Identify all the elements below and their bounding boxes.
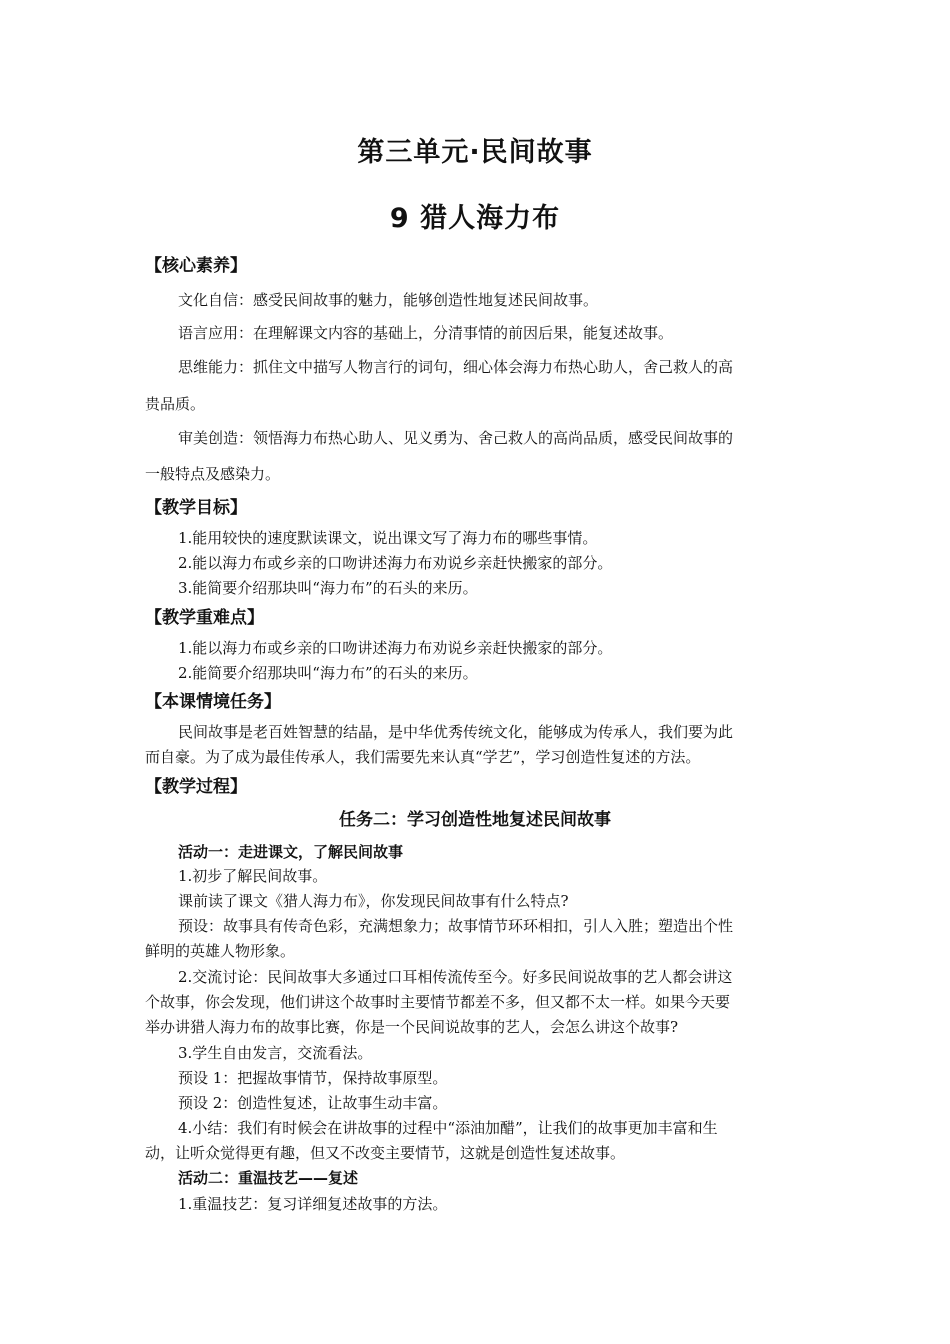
context-line1: 民间故事是老百姓智慧的结晶，是中华优秀传统文化，能够成为传承人，我们要为此: [178, 723, 734, 741]
goal-item: 3.能简要介绍那块叫“海力布”的石头的来历。: [178, 579, 478, 597]
unit-title: 第三单元·民间故事: [357, 137, 593, 168]
paragraph: 3.学生自由发言，交流看法。: [178, 1044, 373, 1062]
lesson-title: 9 猎人海力布: [389, 203, 561, 234]
core-culture: 文化自信：感受民间故事的魅力，能够创造性地复述民间故事。: [178, 291, 599, 309]
goal-item: 2.能以海力布或乡亲的口吻讲述海力布劝说乡亲赶快搬家的部分。: [178, 554, 613, 572]
key-point-item: 1.能以海力布或乡亲的口吻讲述海力布劝说乡亲赶快搬家的部分。: [178, 639, 613, 657]
activity-one-heading: 活动一：走进课文，了解民间故事: [178, 843, 404, 861]
core-thinking-line1: 思维能力：抓住文中描写人物言行的词句，细心体会海力布热心助人，舍己救人的高: [178, 358, 734, 376]
core-aesthetic-line2: 一般特点及感染力。: [145, 465, 281, 483]
paragraph: 预设 2：创造性复述，让故事生动丰富。: [178, 1094, 448, 1112]
paragraph: 课前读了课文《猎人海力布》，你发现民间故事有什么特点?: [178, 892, 569, 910]
paragraph: 2.交流讨论：民间故事大多通过口耳相传流传至今。好多民间说故事的艺人都会讲这: [178, 968, 733, 986]
task-title: 任务二：学习创造性地复述民间故事: [339, 810, 611, 830]
paragraph: 举办讲猎人海力布的故事比赛，你是一个民间说故事的艺人，会怎么讲这个故事?: [145, 1018, 679, 1036]
paragraph: 鲜明的英雄人物形象。: [145, 942, 296, 960]
context-line2: 而自豪。为了成为最佳传承人，我们需要先来认真“学艺”，学习创造性复述的方法。: [145, 748, 701, 766]
section-heading-core: 【核心素养】: [145, 256, 247, 276]
core-language: 语言应用：在理解课文内容的基础上，分清事情的前因后果，能复述故事。: [178, 324, 674, 342]
section-heading-key-points: 【教学重难点】: [145, 608, 264, 628]
core-aesthetic-line1: 审美创造：领悟海力布热心助人、见义勇为、舍己救人的高尚品质，感受民间故事的: [178, 429, 734, 447]
paragraph: 4.小结：我们有时候会在讲故事的过程中“添油加醋”，让我们的故事更加丰富和生: [178, 1119, 718, 1137]
paragraph: 1.重温技艺：复习详细复述故事的方法。: [178, 1195, 448, 1213]
key-point-item: 2.能简要介绍那块叫“海力布”的石头的来历。: [178, 664, 478, 682]
goal-item: 1.能用较快的速度默读课文，说出课文写了海力布的哪些事情。: [178, 529, 598, 547]
activity-two-heading: 活动二：重温技艺——复述: [178, 1169, 359, 1187]
paragraph: 预设：故事具有传奇色彩，充满想象力；故事情节环环相扣，引人入胜；塑造出个性: [178, 917, 734, 935]
section-heading-process: 【教学过程】: [145, 777, 247, 797]
paragraph: 动，让听众觉得更有趣，但又不改变主要情节，这就是创造性复述故事。: [145, 1144, 626, 1162]
core-thinking-line2: 贵品质。: [145, 395, 206, 413]
section-heading-context: 【本课情境任务】: [145, 692, 281, 712]
paragraph: 预设 1：把握故事情节，保持故事原型。: [178, 1069, 448, 1087]
paragraph: 个故事，你会发现，他们讲这个故事时主要情节都差不多，但又都不太一样。如果今天要: [145, 993, 731, 1011]
paragraph: 1.初步了解民间故事。: [178, 867, 328, 885]
section-heading-goals: 【教学目标】: [145, 498, 247, 518]
